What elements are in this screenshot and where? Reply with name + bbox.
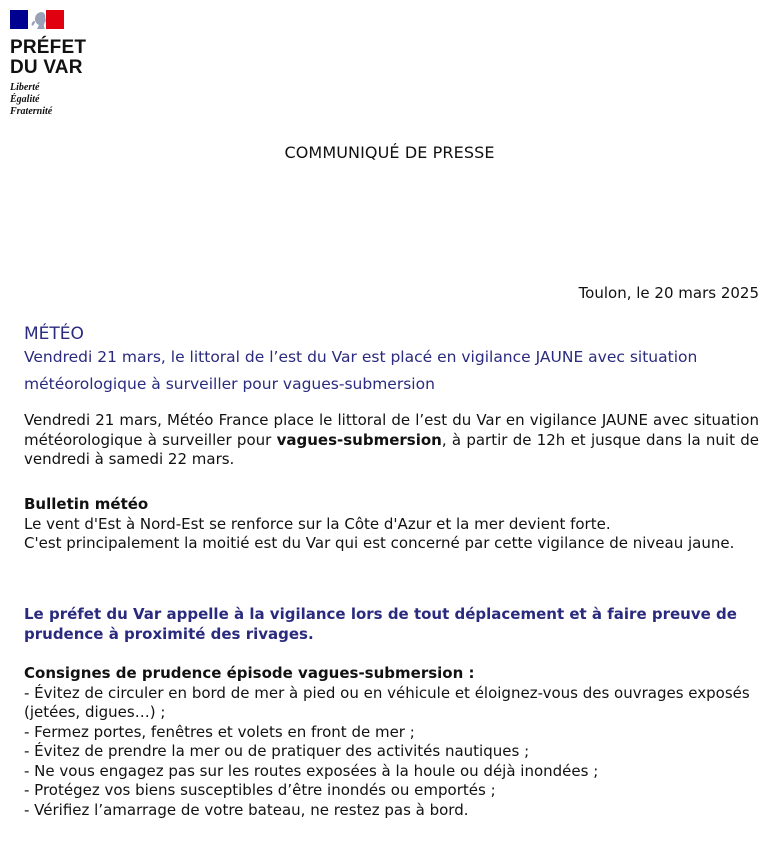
intro-emphasis: vagues-submersion [276,430,442,449]
consigne-item: - Évitez de prendre la mer ou de pratiquer des activités nautiques ; [24,742,530,760]
consignes-section [24,664,759,820]
consigne-item: - Vérifiez l’amarrage de votre bateau, ne restez pas à bord. [24,800,469,819]
consigne-item: - Protégez vos biens susceptibles d’être inondés ou emportés ; [24,781,496,799]
prefect-appeal: Le préfet du Var appelle à la vigilance lors de tout déplacement et à faire preuve de prudence à proximité des rivages. [24,605,737,643]
document-type-title: COMMUNIQUÉ DE PRESSE [284,143,495,162]
intro-text-after: , à partir de 12h et jusque dans la nuit de vendredi à samedi 22 mars. [24,430,759,468]
motto-egalite: Égalité [10,94,40,105]
authority-line-1: PRÉFET [10,37,87,58]
consigne-item: - Évitez de circuler en bord de mer à pied ou en véhicule et éloignez-vous des ouvrages exposés (jetées, digues…) ; [24,683,750,721]
authority-line-2: DU VAR [10,57,83,78]
headline [24,344,764,398]
bulletin-line-1: Le vent d'Est à Nord-Est se renforce sur la Côte d'Azur et la mer devient forte. [24,514,611,533]
headline-line-1: Vendredi 21 mars, le littoral de l’est du Var est placé en vigilance JAUNE avec situation [24,348,698,366]
dateline: Toulon, le 20 mars 2025 [578,284,759,302]
consignes-title: Consignes de prudence épisode vagues-submersion : [24,664,475,682]
press-release-heading [24,325,764,398]
bulletin-title: Bulletin météo [24,495,149,513]
motto-liberte: Liberté [10,82,40,93]
headline-line-2: météorologique à surveiller pour vagues-submersion [24,375,435,393]
intro-text-before: Vendredi 21 mars, Météo France place le littoral de l’est du Var en vigilance JAUNE avec situation météorologique à surveiller pour [24,411,759,449]
motto-fraternite: Fraternité [10,106,53,117]
intro-paragraph [24,411,759,470]
republic-motto [10,82,110,118]
french-flag [10,10,64,29]
marianne-icon [30,10,50,29]
authority-name [10,38,110,78]
flag-white-band [28,10,46,29]
consigne-item: - Fermez portes, fenêtres et volets en front de mer ; [24,722,415,741]
category-label: MÉTÉO [24,324,84,344]
prefecture-logo [10,10,110,118]
bulletin-line-2: C'est principalement la moitié est du Var qui est concerné par cette vigilance de niveau jaune. [24,534,735,552]
bulletin-section [24,495,759,554]
consigne-item: - Ne vous engagez pas sur les routes exposées à la houle ou déjà inondées ; [24,761,599,780]
flag-blue-band [10,10,28,29]
